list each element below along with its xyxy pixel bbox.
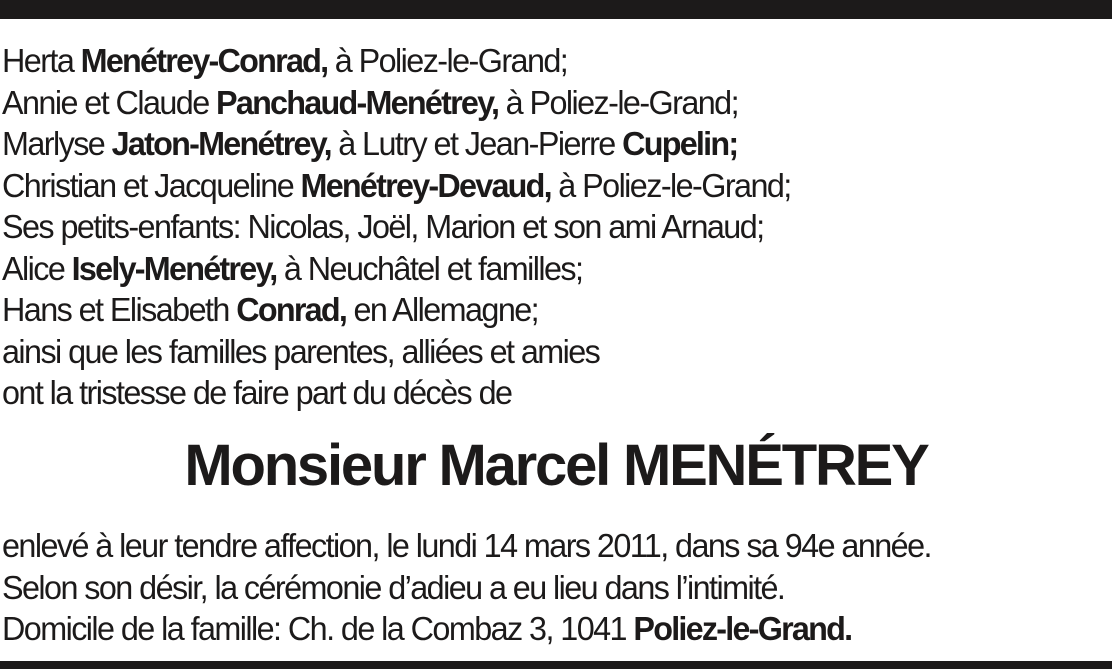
family-line (2, 248, 1088, 290)
deceased-name-heading: Monsieur Marcel MENÉTREY (184, 433, 928, 498)
line-text: à Lutry et Jean-Pierre (330, 125, 623, 162)
bold-name-text: Conrad, (236, 291, 347, 328)
line-text: à Poliez-le-Grand; (498, 83, 739, 121)
family-announcement-block (2, 40, 1110, 414)
closing-line (2, 525, 1088, 567)
bold-name-text: Poliez-le-Grand. (633, 610, 852, 647)
family-line (2, 331, 1088, 373)
closing-line (2, 567, 1088, 609)
line-text: Marlyse (2, 125, 112, 162)
family-line (2, 372, 1088, 414)
line-text: Selon son désir, la cérémonie d’adieu a eu lieu dans l’intimité. (2, 568, 785, 606)
closing-line (2, 608, 1088, 650)
line-text: à Poliez-le-Grand; (327, 42, 568, 79)
line-text: ainsi que les familles parentes, alliées et amies (2, 332, 600, 370)
line-text: Annie et Claude (2, 83, 217, 121)
line-text: Christian et Jacqueline (2, 166, 301, 204)
family-line (2, 165, 1088, 207)
bold-name-text: Menétrey-Devaud, (300, 166, 551, 204)
line-text: en Allemagne; (346, 291, 539, 328)
family-line (2, 206, 1088, 248)
top-border-rule (0, 0, 1112, 19)
family-line (2, 40, 1088, 82)
bold-name-text: Menétrey-Conrad, (80, 42, 328, 79)
bold-name-text: Isely-Menétrey, (71, 249, 277, 287)
closing-details-block (2, 525, 1110, 650)
line-text: à Neuchâtel et familles; (276, 249, 583, 287)
bold-name-text: Cupelin; (622, 125, 738, 162)
bottom-border-rule (0, 661, 1112, 669)
line-text: Hans et Elisabeth (2, 291, 237, 328)
family-line (2, 123, 1088, 165)
line-text: Alice (2, 249, 72, 287)
line-text: à Poliez-le-Grand; (550, 166, 791, 204)
line-text: ont la tristesse de faire part du décès de (2, 374, 512, 411)
bold-name-text: Panchaud-Menétrey, (216, 83, 499, 121)
family-line (2, 82, 1088, 124)
line-text: enlevé à leur tendre affection, le lundi 14 mars 2011, dans sa 94e année. (2, 527, 931, 564)
line-text: Herta (2, 42, 81, 79)
line-text: Domicile de la famille: Ch. de la Combaz 3, 1041 (2, 610, 634, 647)
family-line (2, 289, 1088, 331)
bold-name-text: Jaton-Menétrey, (111, 125, 331, 162)
line-text: Ses petits-enfants: Nicolas, Joël, Marion et son ami Arnaud; (2, 208, 764, 245)
